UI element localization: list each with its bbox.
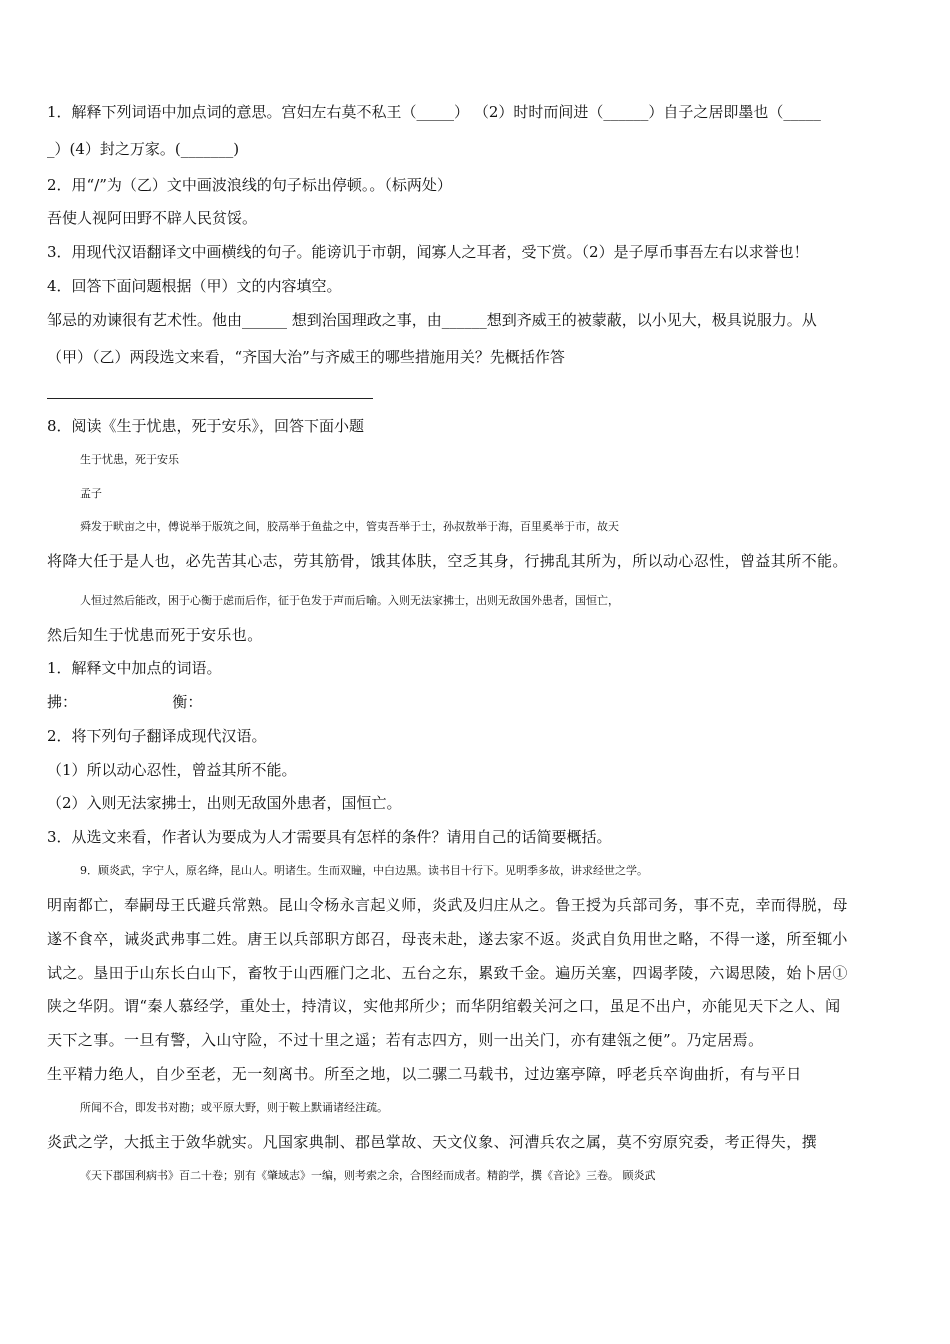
section-9-line-3: 遂不食卒，诫炎武弗事二姓。唐王以兵部职方郎召，母丧未赴，遂去家不返。炎武自负用世之略，不得一遂，所至辄小 [47,930,848,948]
section-8-heading: 8．阅读《生于忧患，死于安乐》，回答下面小题 [47,417,365,435]
q4-line: 4．回答下面问题根据（甲）文的内容填空。 [47,277,342,295]
answer-rule [47,398,373,399]
section-9-line-9: 炎武之学，大抵主于敛华就实。凡国家典制、郡邑掌故、天文仪象、河漕兵农之属，莫不穷原究委，考正得失，撰 [47,1133,818,1151]
section-9-line-8: 所闻不合，即发书对勘；或平原大野，则于鞍上默诵诸经注疏。 [80,1101,388,1114]
passage-line-3: 人恒过然后能改，困于心衡于虑而后作，征于色发于声而后喻。入则无法家拂士，出则无敌国外患者，国恒亡， [80,594,619,607]
s8-q2-item-2: （2）入则无法家拂士，出则无敌国外患者，国恒亡。 [47,794,402,812]
q2-sentence: 吾使人视阿田野不辟人民贫馁。 [47,209,258,227]
section-9-line-10: 《天下郡国利病书》百二十卷；别有《肇域志》一编，则考索之余，合图经而成者。精韵学，撰《音论》三卷。 顾炎武 [80,1169,656,1182]
section-9-line-5: 陕之华阴。谓“秦人慕经学，重处士，持清议，实他邦所少；而华阴绾毂关河之口，虽足不出户，亦能见天下之人、闻 [47,997,841,1015]
section-9-line-4: 试之。垦田于山东长白山下，畜牧于山西雁门之北、五台之东，累致千金。遍历关塞，四谒孝陵，六谒思陵，始卜居① [47,964,848,982]
passage-title: 生于忧患，死于安乐 [80,453,179,466]
section-9-line-6: 天下之事。一旦有警，入山守险，不过十里之遥；若有志四方，则一出关门，亦有建瓴之便”。乃定居焉。 [47,1031,764,1049]
passage-line-2: 将降大任于是人也，必先苦其心志，劳其筋骨，饿其体肤，空乏其身，行拂乱其所为，所以动心忍性，曾益其所不能。 [47,552,848,570]
section-9-line-1: 9．顾炎武，字宁人，原名绛，昆山人。明诸生。生而双瞳，中白边黑。读书目十行下。见明季多故，讲求经世之学。 [80,864,648,877]
q4-fill-line-1: 邹忌的劝谏很有艺术性。他由______ 想到治国理政之事，由______想到齐威王的被蒙蔽，以小见大，极具说服力。从 [47,311,817,329]
passage-line-1: 舜发于畎亩之中，傅说举于版筑之间，胶鬲举于鱼盐之中，管夷吾举于士，孙叔敖举于海，百里奚举于市，故天 [80,520,619,533]
q3-line: 3．用现代汉语翻译文中画横线的句子。能谤讥于市朝，闻寡人之耳者，受下赏。（2）是子厚币事吾左右以求誉也！ [47,243,809,261]
q4-fill-line-2: （甲）（乙）两段选文来看，“齐国大治”与齐威王的哪些措施用关？先概括作答 [47,348,565,366]
q2-line: 2．用“/”为（乙）文中画波浪线的句子标出停顿。。（标两处） [47,176,452,194]
s8-q2: 2．将下列句子翻译成现代汉语。 [47,727,267,745]
passage-line-4: 然后知生于忧患而死于安乐也。 [47,626,263,644]
passage-author: 孟子 [80,487,102,500]
section-9-line-7: 生平精力绝人，自少至老，无一刻离书。所至之地，以二骡二马载书，过边塞亭障，呼老兵卒询曲折，有与平日 [47,1065,802,1083]
s8-q2-item-1: （1）所以动心忍性，曾益其所不能。 [47,761,297,779]
q1-line-2: _）(4）封之万家。(_______) [47,140,240,158]
section-9-line-2: 明南都亡，奉嗣母王氏避兵常熟。昆山令杨永言起义师，炎武及归庄从之。鲁王授为兵部司务，事不克，幸而得脱，母 [47,896,848,914]
q1-line-1: 1．解释下列词语中加点词的意思。宫妇左右莫不私王（_____） （2）时时而间进（______）自子之居即墨也（_____ [47,103,821,121]
s8-q3: 3．从选文来看，作者认为要成为人才需要具有怎样的条件？请用自己的话简要概括。 [47,828,612,846]
s8-q1: 1．解释文中加点的词语。 [47,659,222,677]
s8-q1-blanks: 拂： 衡： [47,693,203,711]
